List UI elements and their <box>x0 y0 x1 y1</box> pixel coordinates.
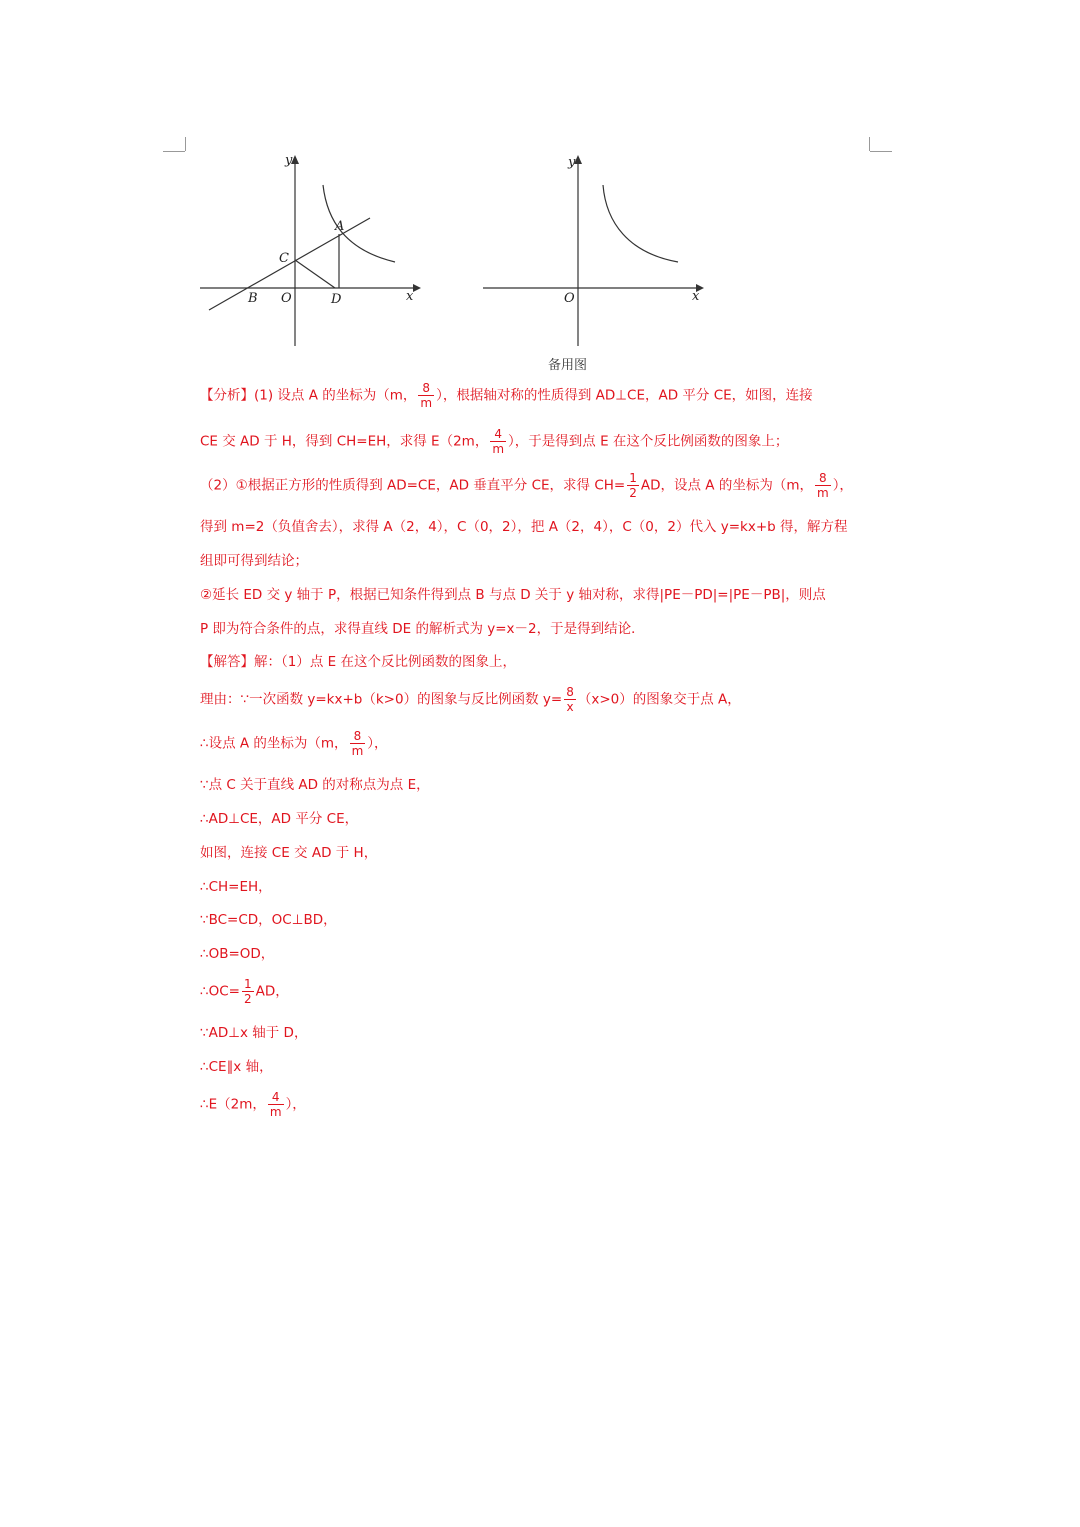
x-axis-arrow <box>413 284 421 292</box>
hyperbola-curve <box>603 185 678 262</box>
label-x: x <box>406 289 414 304</box>
page-corner-mark <box>163 145 185 152</box>
segment-cd <box>295 260 335 288</box>
analysis-line-6: ②延长 ED 交 y 轴于 P，根据已知条件得到点 B 与点 D 关于 y 轴对称，求得|PE－PD|=|PE－PB|，则点 <box>200 587 826 603</box>
label-c: C <box>279 251 289 266</box>
fraction: $\frac{8}{m}$ <box>351 729 364 758</box>
hyperbola-curve <box>323 185 395 262</box>
fraction: $\frac{8}{x}$ <box>566 685 574 714</box>
answer-line-5: ∴AD⊥CE，AD 平分 CE， <box>200 811 359 827</box>
answer-line-2: 理由：∵一次函数 y=kx+b（k>0）的图象与反比例函数 y= $\frac{8}{x}$ （x>0）的图象交于点 A， <box>200 685 741 714</box>
analysis-line-5: 组即可得到结论； <box>200 553 308 569</box>
label-d: D <box>331 292 342 307</box>
figure-2 <box>478 150 708 350</box>
analysis-line-1 <box>200 381 880 410</box>
label-o: O <box>564 291 575 306</box>
fraction: $\frac{8}{m}$ <box>816 471 829 500</box>
text: ），根据轴对称的性质得到 AD⊥CE，AD 平分 CE，如图，连接 <box>436 387 813 404</box>
fraction: $\frac{4}{m}$ <box>492 427 505 456</box>
answer-line-9: ∴OB=OD， <box>200 946 275 962</box>
answer-line-6: 如图，连接 CE 交 AD 于 H， <box>200 845 378 861</box>
answer-line-4: ∵点 C 关于直线 AD 的对称点为点 E， <box>200 777 430 793</box>
label-b: B <box>248 291 258 306</box>
label-a: A <box>335 219 345 234</box>
analysis-line-4: 得到 m=2（负值舍去），求得 A（2，4），C（0，2），把 A（2，4），C（0，2）代入 y=kx+b 得，解方程 <box>200 519 848 535</box>
answer-line-7: ∴CH=EH， <box>200 879 272 895</box>
page-corner-mark <box>870 145 892 152</box>
fraction: $\frac{4}{m}$ <box>269 1090 282 1119</box>
label-y: y <box>285 153 293 168</box>
analysis-line-2: CE 交 AD 于 H，得到 CH=EH，求得 E（2m， $\frac{4}{m}$ ），于是得到点 E 在这个反比例函数的图象上； <box>200 427 789 456</box>
answer-line-1: 【解答】解：（1）点 E 在这个反比例函数的图象上， <box>200 654 516 670</box>
analysis-line-7: P 即为符合条件的点，求得直线 DE 的解析式为 y=x－2，于是得到结论． <box>200 621 645 637</box>
fraction: $\frac{8}{m}$ <box>420 381 433 410</box>
figure-1 <box>195 150 425 350</box>
fraction: $\frac{1}{2}$ <box>629 471 637 500</box>
label-o: O <box>281 291 292 306</box>
answer-line-11: ∵AD⊥x 轴于 D， <box>200 1025 308 1041</box>
answer-line-13: ∴E（2m， $\frac{4}{m}$ ）， <box>200 1090 306 1119</box>
fraction: $\frac{1}{2}$ <box>243 977 252 1006</box>
analysis-line-3: （2）①根据正方形的性质得到 AD=CE，AD 垂直平分 CE，求得 CH= $\frac{1}{2}$ AD，设点 A 的坐标为（m， $\frac{8}{m}$ ）， <box>200 471 853 500</box>
answer-line-12: ∴CE∥x 轴， <box>200 1059 273 1075</box>
label-x: x <box>692 289 700 304</box>
label-y: y <box>568 155 576 170</box>
answer-line-10: ∴OC= $\frac{1}{2}$ AD， <box>200 977 289 1006</box>
answer-line-8: ∵BC=CD，OC⊥BD， <box>200 912 337 928</box>
text: 【分析】(1) 设点 A 的坐标为（m， <box>200 387 417 404</box>
answer-line-3: ∴设点 A 的坐标为（m， $\frac{8}{m}$ ）， <box>200 729 388 758</box>
figure-caption: 备用图 <box>548 358 588 373</box>
